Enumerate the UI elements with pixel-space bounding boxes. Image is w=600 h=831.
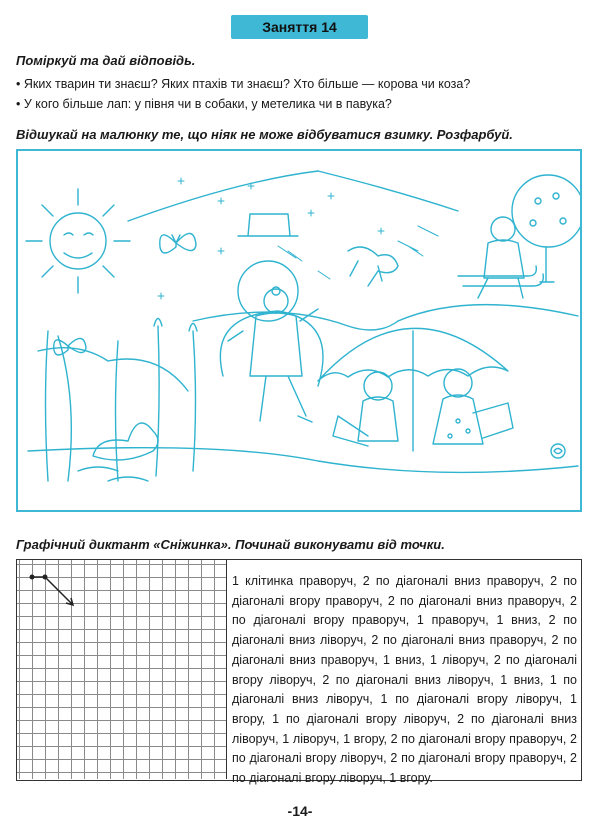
butterfly-icon [160, 233, 196, 253]
coloring-picture [16, 149, 582, 512]
page-number: -14- [287, 803, 313, 819]
question-bullet-2: • У кого більше лап: у півня чи в собаки, у метелика чи в павука? [16, 97, 392, 111]
snowman [220, 214, 323, 386]
dictation-box [16, 559, 582, 786]
diagonal-arrow [45, 577, 73, 605]
boy-figure [228, 289, 318, 422]
lesson-title-banner [231, 15, 368, 39]
lesson-title: Заняття 14 [262, 19, 337, 35]
picture-task-heading: Відшукай на малюнку те, що ніяк не може відбуватися взимку. Розфарбуй. [16, 127, 513, 142]
butterfly-icon-2 [54, 338, 86, 355]
reeds [38, 319, 197, 482]
question-heading: Поміркуй та дай відповідь. [16, 53, 196, 68]
question-bullet-1: • Яких тварин ти знаєш? Яких птахів ти знаєш? Хто більше — корова чи коза? [16, 77, 471, 91]
children-reading [333, 369, 513, 446]
sun-icon [26, 189, 130, 293]
dictation-instructions: 1 клітинка праворуч, 2 по діагоналі вниз праворуч, 2 по діагоналі вгору праворуч, 2 по діагоналі вниз праворуч, 2 по діагоналі вгору праворуч, 1 праворуч, 1 вниз, 2 по діагоналі вниз ліворуч, 2 по діагоналі вниз праворуч, 2 по діагоналі вниз праворуч, 1 вниз, 1 ліворуч, 2 по діагоналі вгору ліворуч, 2 по діагоналі вниз ліворуч, 1 вниз, 1 по діагоналі вниз ліворуч, 1 по діагоналі вгору ліворуч, 1 вгору, 1 по діагоналі вгору ліворуч, 2 по діагоналі вниз ліворуч, 1 ліворуч, 1 вгору, 2 по діагоналі вгору праворуч, 2 по діагоналі вгору ліворуч, 2 по діагоналі вгору праворуч, 2 по діагоналі вгору ліворуч, 1 вгору. [232, 574, 577, 786]
dog-figure [348, 247, 398, 286]
drawing-grid[interactable] [17, 560, 227, 779]
umbrella [318, 328, 508, 451]
dictation-heading: Графічний диктант «Сніжинка». Починай виконувати від точки. [16, 537, 445, 552]
girl-on-sled [458, 217, 543, 298]
